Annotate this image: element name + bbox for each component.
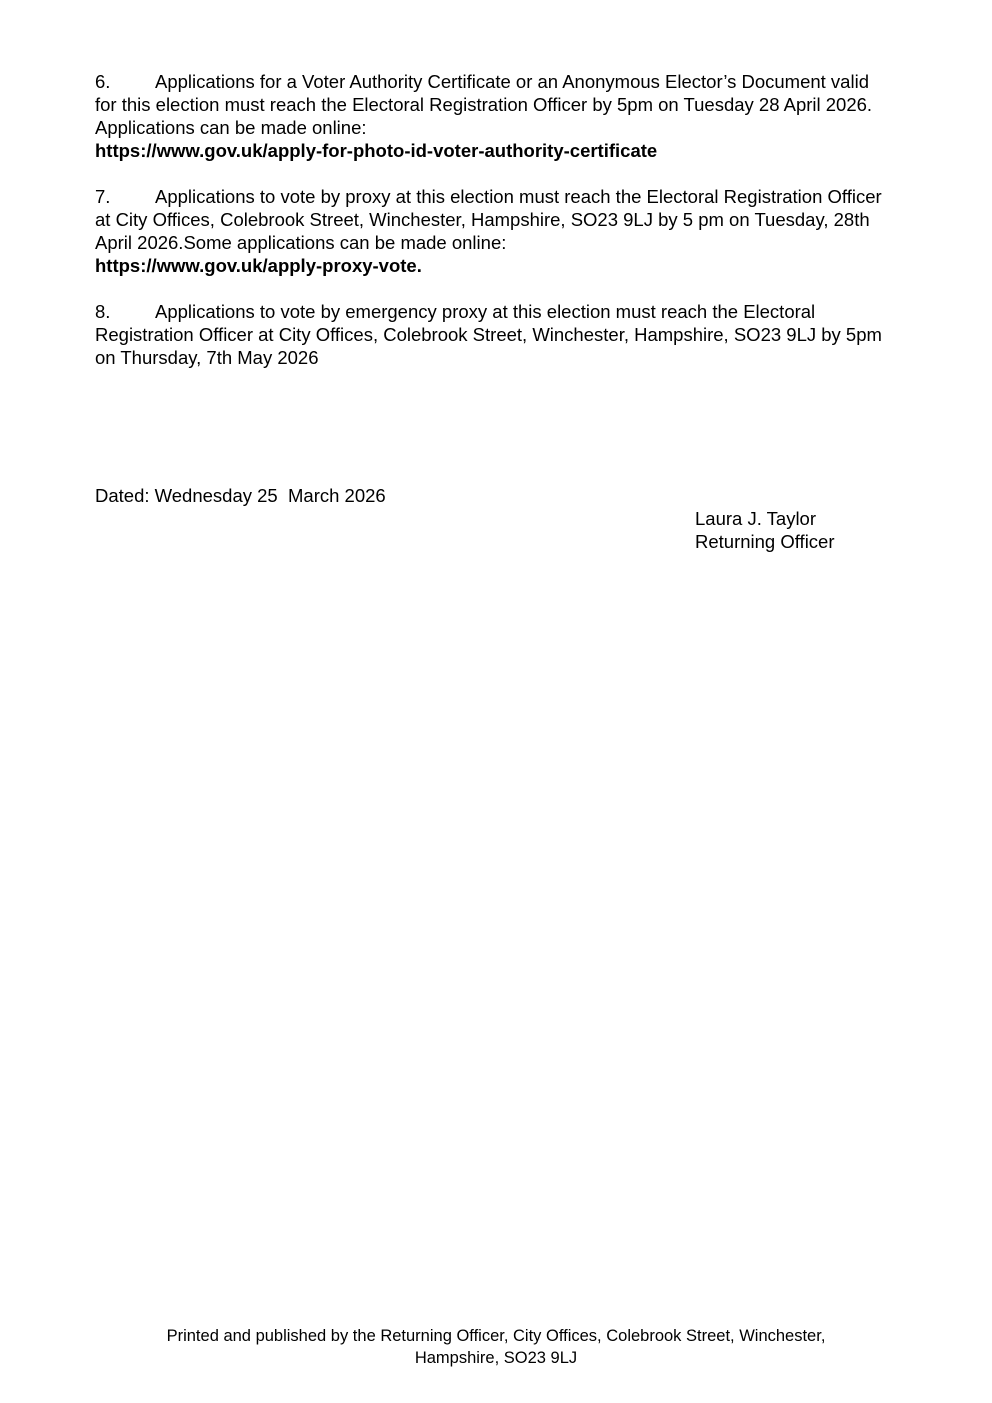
paragraph-7 (95, 185, 895, 277)
signatory-name: Laura J. Taylor (695, 508, 816, 529)
paragraph-number: 8. (95, 301, 111, 322)
paragraph-number: 7. (95, 186, 111, 207)
voter-authority-certificate-link[interactable]: https://www.gov.uk/apply-for-photo-id-voter-authority-certificate (95, 140, 658, 161)
paragraph-8 (95, 300, 895, 369)
paragraph-number: 6. (95, 71, 111, 92)
dated-line: Dated: Wednesday 25 March 2026 (95, 485, 386, 506)
paragraph-text: Applications to vote by proxy at this election must reach the Electoral Registration Officer at City Offices, Colebrook Street, Winchester, Hampshire, SO23 9LJ by 5 pm on Tuesday, 28th April 2026.Some applications can be made online: (95, 186, 882, 253)
paragraph-text: Applications to vote by emergency proxy at this election must reach the Electoral Registration Officer at City Offices, Colebrook Street, Winchester, Hampshire, SO23 9LJ by 5pm on Thursday, 7th May 2026 (95, 301, 882, 368)
paragraph-6 (95, 70, 895, 162)
signature-block (695, 507, 835, 553)
signatory-title: Returning Officer (695, 531, 835, 552)
footer-line-1: Printed and published by the Returning Officer, City Offices, Colebrook Street, Winchester, (166, 1327, 826, 1345)
imprint-footer (96, 1325, 896, 1369)
proxy-vote-link[interactable]: https://www.gov.uk/apply-proxy-vote. (95, 255, 422, 276)
footer-line-2: Hampshire, SO23 9LJ (414, 1349, 578, 1367)
paragraph-text: Applications for a Voter Authority Certificate or an Anonymous Elector’s Document valid for this election must reach the Electoral Registration Officer by 5pm on Tuesday 28 April 2026. Applications can be made online: (95, 71, 873, 138)
